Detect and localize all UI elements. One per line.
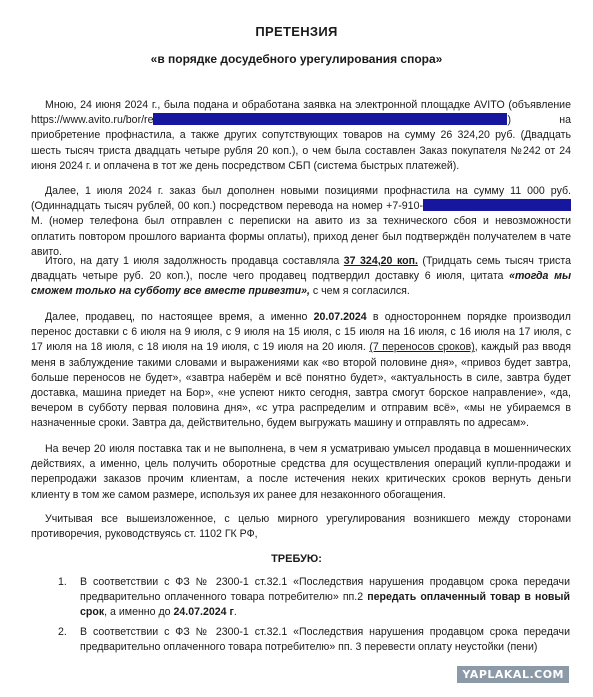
paragraph-4 (31, 310, 571, 432)
demand-item-number: 1. (58, 576, 67, 588)
paragraph-4-text-a: Далее, продавец, по настоящее время, а именно (45, 311, 314, 323)
demand-item-text-c: . (233, 606, 237, 619)
demand-item-1 (58, 575, 570, 621)
paragraph-4-text-b: в одностороннем порядке производил перенос доставки с 6 июля на 9 июля, с 9 июля на 15 июля, с 15 июля на 16 июля, с 16 июля на 17 июля, с 17 июля на 18 июля, с 18 июля на 19 июля, с 19 июля на 20 июля. (31, 311, 571, 354)
paragraph-3-text-c: с чем я согласился. (309, 285, 410, 298)
paragraph-3-text-a: Итого, на дату 1 июля задолжность продавца составляла (45, 255, 344, 267)
document-subtitle: «в порядке досудебного урегулирования спора» (150, 52, 443, 66)
paragraph-5: На вечер 20 июля поставка так и не выполнена, в чем я усматриваю умысел продавца в мошеннических действиях, а именно, цель получить оборотные средства для осуществления операций купли-продажи и перепродажи заказов прочим клиентам, а после истечения неких критических сроков вернуть деньги клиенту в том же самом размере, используя их ранее для незаконного обогащения. (31, 443, 571, 501)
redacted-phone (423, 199, 571, 211)
paragraph-1-text-a: Мною, 24 июня 2024 г., была подана и обработана заявка на электронной площадке AVITO (объявление https://www.avito.ru/bor/re (31, 99, 571, 127)
demand-heading: ТРЕБУЮ: (271, 553, 322, 565)
demand-item-text-a: В соответствии с ФЗ № 2300-1 ст.32.1 «Последствия нарушения продавцом срока передачи предварительно оплаченного товара потребителю» пп.2 (80, 576, 570, 604)
demand-item-text-a: В соответствии с ФЗ № 2300-1 ст.32.1 «Последствия нарушения продавцом срока передачи предварительно оплаченного товара потребителю» пп. 3 перевести оплату неустойки (пени) (80, 626, 570, 654)
paragraph-3-text-b: (Тридцать семь тысяч триста двадцать четыре руб. 20 коп.), после чего продавец подтвердил доставку 6 июля, цитата (31, 255, 571, 283)
paragraph-2 (31, 184, 571, 260)
demand-item-bold: передать оплаченный товар в новый срок (80, 591, 570, 619)
demand-item-number: 2. (58, 626, 67, 638)
paragraph-1-text-b: ) на приобретение профнастила, а также других сопутствующих товаров на сумму 26 324,20 руб. (Двадцать шесть тысяч триста двадцать четыре рубля 20 коп.), о чем была составлен Заказ покупателя №242 от 24 июня 2024 г. и оплачена в тот же день посредством СБП (система быстрых платежей). (31, 114, 571, 172)
reschedule-count: (7 переносов сроков) (369, 341, 475, 354)
site-watermark: YAPLAKAL.COM (457, 666, 569, 683)
paragraph-2-text-b: М. (номер телефона был отправлен с переписки на авито из за технического сбоя и невозможности оплатить повтором прошлого варианта формы оплаты), приход денег был подтверждён получателем в чате авито. (31, 215, 571, 258)
paragraph-3 (31, 254, 571, 300)
debt-amount: 37 324,20 коп. (343, 255, 418, 267)
paragraph-2-text-a: Далее, 1 июля 2024 г. заказ был дополнен новыми позициями профнастила на сумму 11 000 руб. (Одиннадцать тысяч рублей, 00 коп.) посредством перевода на номер +7-910- (31, 185, 571, 213)
paragraph-1 (31, 98, 571, 174)
redacted-url (153, 113, 507, 125)
paragraph-6: Учитывая все вышеизложенное, с целью мирного урегулирования возникшего между сторонами противоречия, руководствуясь ст. 1102 ГК РФ, (31, 513, 571, 541)
document-title: ПРЕТЕНЗИЯ (255, 24, 338, 39)
demand-item-2 (58, 625, 570, 655)
current-date: 20.07.2024 (313, 311, 367, 323)
demand-item-text-b: , а именно до (104, 606, 174, 619)
demand-deadline: 24.07.2024 г (173, 606, 234, 619)
paragraph-4-text-c: , каждый раз вводя меня в заблуждение такими словами и выражениями как «во второй половине дня», «привоз будет завтра, больше переносов не будет», «завтра наберём и всё понятно будет», «актуальность в силе, завтра будет доставка, машина приедет на Бор», «не успеют никто сегодня, завтра смогут борское направление», «да, вечером в субботу первая половина дня», «с утра распределим и отправим всё», «мы не убираемся в назначенные сроки. Завтра да, действительно, будем выгружать машину и отправлять по адресам». (31, 341, 572, 430)
seller-quote: «тогда мы сможем только на субботу все вместе привезти», (31, 270, 571, 298)
